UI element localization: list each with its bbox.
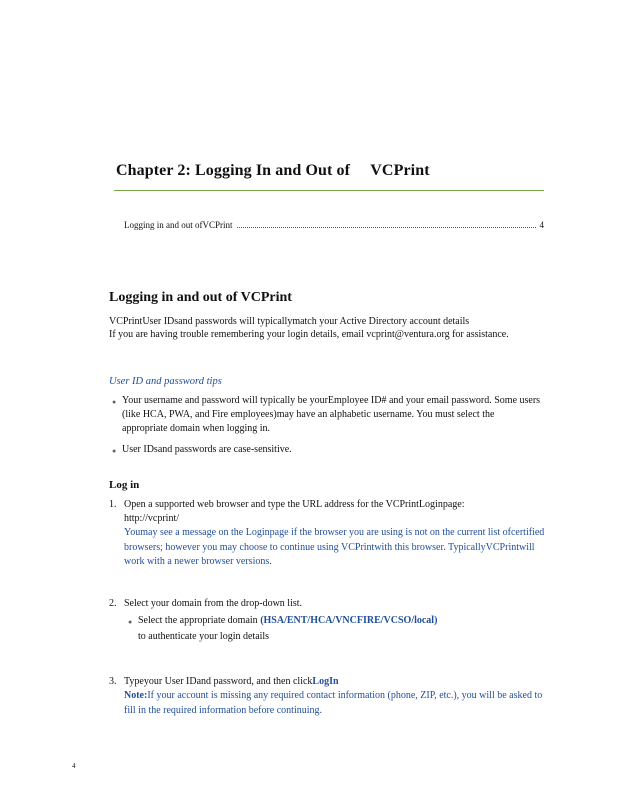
tip-bullet-2-text: User IDsand passwords are case-sensitive. bbox=[122, 444, 292, 455]
toc-entry-label: Logging in and out ofVCPrint bbox=[124, 220, 233, 230]
tip-bullet-1-text: Your username and password will typically be yourEmployee ID# and your email password. Some users (like HCA, PWA, and Fire employees)may have an alphabetic username. You must select the appropriate domain when logging in. bbox=[122, 395, 541, 434]
step-2-text: Select your domain from the drop-down list. bbox=[124, 598, 303, 609]
note-label: Note: bbox=[124, 690, 148, 701]
page-number: 4 bbox=[72, 762, 76, 770]
tip-bullet-1 bbox=[112, 394, 542, 436]
step-2-sub-prefix: Select the appropriate domain bbox=[138, 615, 258, 626]
bullet-icon: ● bbox=[112, 447, 117, 455]
bullet-icon: ● bbox=[128, 618, 133, 626]
intro-line-2: If you are having trouble remembering your login details, email vcprint@ventura.org for assistance. bbox=[109, 329, 509, 340]
toc-entry[interactable] bbox=[124, 220, 544, 230]
toc-leader-dots bbox=[237, 227, 536, 228]
step-1-url[interactable]: http://vcprint/ bbox=[124, 513, 179, 524]
tip-bullet-2 bbox=[112, 443, 542, 458]
domain-list: (HSA/ENT/HCA/VNCFIRE/VCSO/local) bbox=[260, 615, 438, 626]
chapter-title-text: Chapter 2: Logging In and Out of bbox=[116, 162, 351, 179]
step-1-note: Youmay see a message on the Loginpage if the browser you are using is not on the current list ofcertified browsers; however you may choose to continue using VCPrintwith this browser. TypicallyVCPrintwill work with a newer browser versions. bbox=[124, 527, 545, 567]
section-heading: Logging in and out of VCPrint bbox=[109, 290, 292, 305]
intro-line-1: VCPrintUser IDsand passwords will typicallymatch your Active Directory account details bbox=[109, 316, 470, 327]
step-2-sub-bullet bbox=[128, 613, 548, 645]
step-1-number: 1. bbox=[109, 499, 117, 510]
chapter-title-product: VCPrint bbox=[370, 162, 430, 179]
toc-entry-page: 4 bbox=[539, 220, 544, 230]
step-2-number: 2. bbox=[109, 598, 117, 609]
step-2-sub-suffix: to authenticate your login details bbox=[138, 631, 270, 642]
step-3-number: 3. bbox=[109, 676, 117, 687]
chapter-divider bbox=[114, 190, 544, 191]
login-heading: Log in bbox=[109, 479, 140, 491]
login-action-label: LogIn bbox=[312, 676, 339, 687]
intro-paragraph bbox=[109, 315, 539, 341]
step-3 bbox=[109, 675, 559, 718]
step-1 bbox=[109, 498, 559, 570]
tips-heading: User ID and password tips bbox=[109, 376, 222, 387]
bullet-icon: ● bbox=[112, 398, 117, 406]
step-2 bbox=[109, 597, 559, 611]
step-3-note: If your account is missing any required contact information (phone, ZIP, etc.), you will be asked to fill in the required information before continuing. bbox=[124, 690, 543, 716]
step-3-text: Typeyour User IDand password, and then click bbox=[124, 676, 313, 687]
step-1-text: Open a supported web browser and type the URL address for the VCPrintLoginpage: bbox=[124, 499, 465, 510]
chapter-title bbox=[116, 162, 430, 180]
